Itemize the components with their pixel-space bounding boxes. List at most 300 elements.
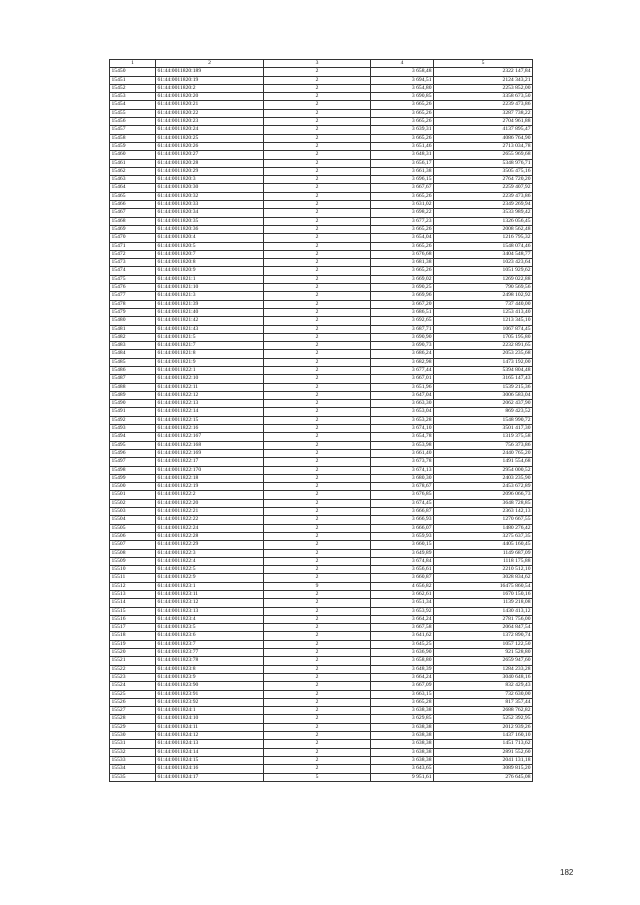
cell-group-code: 2 xyxy=(264,566,371,574)
cell-cadastral-value: 2954 000,52 xyxy=(434,466,533,474)
table-row xyxy=(110,599,533,607)
cell-row-index: 15509 xyxy=(110,557,156,565)
cell-cadastral-number: 61:44:0011824:13 xyxy=(156,740,264,748)
table-body xyxy=(110,68,533,782)
cell-row-index: 15472 xyxy=(110,250,156,258)
cell-area-value: 3 674,10 xyxy=(371,425,434,433)
table-row xyxy=(110,549,533,557)
cell-group-code: 2 xyxy=(264,275,371,283)
cell-cadastral-number: 61:44:0011823:6 xyxy=(156,632,264,640)
table-row xyxy=(110,756,533,764)
cell-area-value: 3 638,38 xyxy=(371,732,434,740)
cell-cadastral-value: 756 373,86 xyxy=(434,441,533,449)
table-row xyxy=(110,723,533,731)
cell-area-value: 3 690,25 xyxy=(371,284,434,292)
table-row xyxy=(110,458,533,466)
cell-area-value: 3 678,67 xyxy=(371,483,434,491)
cell-group-code: 2 xyxy=(264,250,371,258)
cell-group-code: 2 xyxy=(264,242,371,250)
cell-row-index: 15460 xyxy=(110,151,156,159)
table-row xyxy=(110,408,533,416)
table-row xyxy=(110,524,533,532)
cell-cadastral-number: 61:44:0011822:28 xyxy=(156,532,264,540)
cell-cadastral-number: 61:44:0011820:36 xyxy=(156,225,264,233)
cell-cadastral-value: 2659 947,60 xyxy=(434,657,533,665)
cell-area-value: 3 665,26 xyxy=(371,242,434,250)
cell-cadastral-value: 1139 218,08 xyxy=(434,599,533,607)
cell-row-index: 15483 xyxy=(110,342,156,350)
table-row xyxy=(110,748,533,756)
cell-cadastral-value: 3358 673,50 xyxy=(434,93,533,101)
cell-row-index: 15458 xyxy=(110,134,156,142)
cell-group-code: 2 xyxy=(264,192,371,200)
cell-group-code: 2 xyxy=(264,632,371,640)
cell-area-value: 3 665,26 xyxy=(371,225,434,233)
cell-row-index: 15487 xyxy=(110,375,156,383)
cell-row-index: 15476 xyxy=(110,284,156,292)
table-row xyxy=(110,466,533,474)
table-row xyxy=(110,416,533,424)
cell-cadastral-number: 61:44:0011822:24 xyxy=(156,524,264,532)
cell-cadastral-value: 1023 423,64 xyxy=(434,259,533,267)
cell-group-code: 2 xyxy=(264,607,371,615)
table-row xyxy=(110,142,533,150)
cell-group-code: 2 xyxy=(264,342,371,350)
cell-area-value: 3 674,13 xyxy=(371,466,434,474)
cell-group-code: 2 xyxy=(264,300,371,308)
cell-row-index: 15480 xyxy=(110,317,156,325)
cell-row-index: 15488 xyxy=(110,383,156,391)
table-row xyxy=(110,118,533,126)
cell-group-code: 2 xyxy=(264,176,371,184)
cell-cadastral-number: 61:44:0011820:29 xyxy=(156,167,264,175)
cell-cadastral-number: 61:44:0011823:11 xyxy=(156,591,264,599)
table-row xyxy=(110,640,533,648)
cell-cadastral-number: 61:44:0011820:21 xyxy=(156,101,264,109)
cell-area-value: 3 686,24 xyxy=(371,350,434,358)
cell-group-code: 2 xyxy=(264,740,371,748)
cell-area-value: 3 690,90 xyxy=(371,333,434,341)
cell-cadastral-value: 3165 147,43 xyxy=(434,375,533,383)
cell-area-value: 3 658,48 xyxy=(371,68,434,76)
cell-area-value: 4 656,82 xyxy=(371,582,434,590)
cell-cadastral-number: 61:44:0011822:15 xyxy=(156,416,264,424)
table-row xyxy=(110,300,533,308)
cell-cadastral-number: 61:44:0011821:42 xyxy=(156,317,264,325)
cell-cadastral-number: 61:44:0011820:32 xyxy=(156,192,264,200)
table-row xyxy=(110,366,533,374)
cell-row-index: 15524 xyxy=(110,682,156,690)
cell-cadastral-value: 1451 713,62 xyxy=(434,740,533,748)
cell-row-index: 15506 xyxy=(110,532,156,540)
cell-row-index: 15473 xyxy=(110,259,156,267)
table-row xyxy=(110,209,533,217)
cell-group-code: 2 xyxy=(264,441,371,449)
cell-cadastral-number: 61:44:0011823:9 xyxy=(156,673,264,681)
cell-group-code: 9 xyxy=(264,582,371,590)
table-row xyxy=(110,267,533,275)
cell-row-index: 15464 xyxy=(110,184,156,192)
table-row xyxy=(110,591,533,599)
cell-row-index: 15450 xyxy=(110,68,156,76)
table-row xyxy=(110,690,533,698)
cell-row-index: 15500 xyxy=(110,483,156,491)
cell-row-index: 15528 xyxy=(110,715,156,723)
cell-row-index: 15514 xyxy=(110,599,156,607)
cell-area-value: 3 673,78 xyxy=(371,458,434,466)
cell-group-code: 2 xyxy=(264,68,371,76)
cell-row-index: 15481 xyxy=(110,325,156,333)
cell-area-value: 3 665,26 xyxy=(371,267,434,275)
cell-area-value: 3 692,65 xyxy=(371,317,434,325)
cell-group-code: 2 xyxy=(264,84,371,92)
cell-row-index: 15523 xyxy=(110,673,156,681)
cell-group-code: 2 xyxy=(264,458,371,466)
cell-cadastral-number: 61:44:0011823:13 xyxy=(156,607,264,615)
cell-group-code: 2 xyxy=(264,698,371,706)
cell-area-value: 3 643,65 xyxy=(371,765,434,773)
cell-area-value: 3 669,96 xyxy=(371,292,434,300)
cell-area-value: 9 951,61 xyxy=(371,773,434,781)
cell-group-code: 2 xyxy=(264,217,371,225)
cell-area-value: 3 674,84 xyxy=(371,557,434,565)
cell-group-code: 2 xyxy=(264,126,371,134)
cell-cadastral-number: 61:44:0011822:20 xyxy=(156,499,264,507)
cell-row-index: 15471 xyxy=(110,242,156,250)
cell-cadastral-value: 1284 233,28 xyxy=(434,665,533,673)
cell-row-index: 15462 xyxy=(110,167,156,175)
table-row xyxy=(110,242,533,250)
cell-cadastral-number: 61:44:0011820:30 xyxy=(156,184,264,192)
cell-cadastral-number: 61:44:0011822:18 xyxy=(156,474,264,482)
cell-cadastral-number: 61:44:0011821:39 xyxy=(156,300,264,308)
cell-cadastral-number: 61:44:0011822:10 xyxy=(156,375,264,383)
cell-cadastral-number: 61:44:0011821:9 xyxy=(156,358,264,366)
cell-cadastral-value: 1670 150,16 xyxy=(434,591,533,599)
cell-cadastral-value: 3275 637,35 xyxy=(434,532,533,540)
cell-area-value: 3 656,61 xyxy=(371,566,434,574)
table-row xyxy=(110,499,533,507)
cell-row-index: 15531 xyxy=(110,740,156,748)
cell-row-index: 15516 xyxy=(110,615,156,623)
cell-cadastral-number: 61:44:0011820:26 xyxy=(156,142,264,150)
table-row xyxy=(110,151,533,159)
cell-area-value: 3 664,24 xyxy=(371,615,434,623)
cell-group-code: 2 xyxy=(264,358,371,366)
cell-area-value: 3 629,85 xyxy=(371,715,434,723)
cell-cadastral-value: 276 645,08 xyxy=(434,773,533,781)
cell-cadastral-number: 61:44:0011824:12 xyxy=(156,732,264,740)
cell-area-value: 3 665,26 xyxy=(371,109,434,117)
table-row xyxy=(110,433,533,441)
cell-row-index: 15469 xyxy=(110,225,156,233)
cell-area-value: 3 663,30 xyxy=(371,400,434,408)
cell-row-index: 15455 xyxy=(110,109,156,117)
cell-row-index: 15457 xyxy=(110,126,156,134)
cell-area-value: 3 690,85 xyxy=(371,93,434,101)
cell-cadastral-number: 61:44:0011822:13 xyxy=(156,400,264,408)
cell-area-value: 3 663,15 xyxy=(371,690,434,698)
cell-group-code: 2 xyxy=(264,574,371,582)
cell-group-code: 2 xyxy=(264,366,371,374)
cell-row-index: 15508 xyxy=(110,549,156,557)
cell-group-code: 2 xyxy=(264,259,371,267)
cell-cadastral-value: 3501 417,30 xyxy=(434,425,533,433)
cell-row-index: 15512 xyxy=(110,582,156,590)
cell-row-index: 15465 xyxy=(110,192,156,200)
cell-cadastral-value: 1372 890,74 xyxy=(434,632,533,640)
cell-cadastral-number: 61:44:0011821:43 xyxy=(156,325,264,333)
table-row xyxy=(110,325,533,333)
cell-area-value: 3 638,38 xyxy=(371,756,434,764)
cell-group-code: 2 xyxy=(264,134,371,142)
cell-cadastral-number: 61:44:0011822:167 xyxy=(156,433,264,441)
cell-cadastral-number: 61:44:0011823:12 xyxy=(156,599,264,607)
header-col-1: 1 xyxy=(110,60,156,68)
cell-cadastral-number: 61:44:0011824:10 xyxy=(156,715,264,723)
cell-area-value: 3 654,04 xyxy=(371,234,434,242)
cell-cadastral-number: 61:44:0011823:1 xyxy=(156,582,264,590)
cell-group-code: 2 xyxy=(264,682,371,690)
table-row xyxy=(110,317,533,325)
cell-area-value: 3 662,61 xyxy=(371,591,434,599)
cell-cadastral-value: 2012 939,26 xyxy=(434,723,533,731)
cell-row-index: 15535 xyxy=(110,773,156,781)
cell-cadastral-value: 2891 552,60 xyxy=(434,748,533,756)
cell-row-index: 15494 xyxy=(110,433,156,441)
table-row xyxy=(110,698,533,706)
cell-cadastral-value: 1253 413,40 xyxy=(434,308,533,316)
cell-row-index: 15466 xyxy=(110,201,156,209)
cell-group-code: 2 xyxy=(264,408,371,416)
cell-area-value: 3 659,93 xyxy=(371,532,434,540)
cell-cadastral-number: 61:44:0011820:8 xyxy=(156,259,264,267)
table-row xyxy=(110,541,533,549)
table-row xyxy=(110,201,533,209)
cell-cadastral-value: 1213 345,10 xyxy=(434,317,533,325)
cell-area-value: 3 667,67 xyxy=(371,184,434,192)
cell-cadastral-number: 61:44:0011823:77 xyxy=(156,649,264,657)
cell-group-code: 2 xyxy=(264,466,371,474)
cell-row-index: 15482 xyxy=(110,333,156,341)
cell-cadastral-value: 3006 583,04 xyxy=(434,391,533,399)
cell-cadastral-value: 4086 764,90 xyxy=(434,134,533,142)
cell-row-index: 15451 xyxy=(110,76,156,84)
cell-cadastral-number: 61:44:0011822:11 xyxy=(156,383,264,391)
cell-row-index: 15484 xyxy=(110,350,156,358)
cell-cadastral-number: 61:44:0011824:11 xyxy=(156,723,264,731)
table-row xyxy=(110,391,533,399)
cell-group-code: 2 xyxy=(264,93,371,101)
table-row xyxy=(110,673,533,681)
cell-row-index: 15478 xyxy=(110,300,156,308)
cell-row-index: 15485 xyxy=(110,358,156,366)
cell-area-value: 3 656,17 xyxy=(371,159,434,167)
cell-row-index: 15468 xyxy=(110,217,156,225)
cell-cadastral-value: 1437 160,10 xyxy=(434,732,533,740)
cell-area-value: 3 638,38 xyxy=(371,707,434,715)
cell-group-code: 2 xyxy=(264,732,371,740)
cell-area-value: 3 665,26 xyxy=(371,101,434,109)
cell-cadastral-value: 5252 392,95 xyxy=(434,715,533,723)
cell-cadastral-value: 3505 475,16 xyxy=(434,167,533,175)
table-row xyxy=(110,134,533,142)
cell-group-code: 2 xyxy=(264,292,371,300)
cell-row-index: 15525 xyxy=(110,690,156,698)
cell-cadastral-number: 61:44:0011820:33 xyxy=(156,201,264,209)
cell-cadastral-number: 61:44:0011820:27 xyxy=(156,151,264,159)
cell-cadastral-value: 2041 131,18 xyxy=(434,756,533,764)
cell-cadastral-value: 2781 756,00 xyxy=(434,615,533,623)
cell-group-code: 2 xyxy=(264,308,371,316)
cell-group-code: 2 xyxy=(264,142,371,150)
table-row xyxy=(110,566,533,574)
cell-cadastral-value: 790 569,56 xyxy=(434,284,533,292)
cell-cadastral-number: 61:44:0011824:1 xyxy=(156,707,264,715)
cell-row-index: 15479 xyxy=(110,308,156,316)
cell-area-value: 3 639,31 xyxy=(371,126,434,134)
cell-cadastral-value: 2764 720,20 xyxy=(434,176,533,184)
table-row xyxy=(110,383,533,391)
table-row xyxy=(110,483,533,491)
cell-area-value: 3 676,68 xyxy=(371,250,434,258)
cell-group-code: 2 xyxy=(264,557,371,565)
cell-cadastral-number: 61:44:0011822:1 xyxy=(156,366,264,374)
table-row xyxy=(110,582,533,590)
page-number: 182 xyxy=(560,868,574,877)
cell-group-code: 2 xyxy=(264,325,371,333)
cell-cadastral-value: 921 528,80 xyxy=(434,649,533,657)
table-row xyxy=(110,84,533,92)
cell-area-value: 3 661,40 xyxy=(371,449,434,457)
table-row xyxy=(110,350,533,358)
table-row xyxy=(110,657,533,665)
cell-cadastral-value: 1473 192,00 xyxy=(434,358,533,366)
cell-group-code: 2 xyxy=(264,483,371,491)
table-row xyxy=(110,93,533,101)
cell-cadastral-value: 737 440,00 xyxy=(434,300,533,308)
cell-group-code: 2 xyxy=(264,657,371,665)
cell-group-code: 2 xyxy=(264,591,371,599)
cell-area-value: 3 666,87 xyxy=(371,508,434,516)
cell-group-code: 2 xyxy=(264,109,371,117)
table-row xyxy=(110,425,533,433)
cell-cadastral-value: 1705 195,80 xyxy=(434,333,533,341)
cell-area-value: 3 641,62 xyxy=(371,632,434,640)
cell-cadastral-value: 16475 860,54 xyxy=(434,582,533,590)
cell-cadastral-number: 61:44:0011822:4 xyxy=(156,557,264,565)
cell-cadastral-number: 61:44:0011824:15 xyxy=(156,756,264,764)
cell-group-code: 2 xyxy=(264,350,371,358)
cell-row-index: 15518 xyxy=(110,632,156,640)
table-row xyxy=(110,615,533,623)
table-header xyxy=(110,60,533,68)
cell-area-value: 3 648,39 xyxy=(371,665,434,673)
cell-row-index: 15527 xyxy=(110,707,156,715)
cell-row-index: 15452 xyxy=(110,84,156,92)
cell-cadastral-number: 61:44:0011822:5 xyxy=(156,566,264,574)
table-row xyxy=(110,491,533,499)
cell-group-code: 2 xyxy=(264,267,371,275)
cell-area-value: 3 667,09 xyxy=(371,682,434,690)
cell-group-code: 2 xyxy=(264,541,371,549)
table-row xyxy=(110,707,533,715)
cell-area-value: 3 665,28 xyxy=(371,698,434,706)
cell-cadastral-number: 61:44:0011822:168 xyxy=(156,441,264,449)
cell-cadastral-number: 61:44:0011821:5 xyxy=(156,333,264,341)
cell-area-value: 3 661,38 xyxy=(371,167,434,175)
cell-group-code: 2 xyxy=(264,524,371,532)
table-row xyxy=(110,400,533,408)
table-row xyxy=(110,773,533,781)
cell-group-code: 2 xyxy=(264,491,371,499)
table-row xyxy=(110,101,533,109)
cell-cadastral-number: 61:44:0011820:22 xyxy=(156,109,264,117)
cell-area-value: 3 674,45 xyxy=(371,499,434,507)
cell-cadastral-value: 3028 834,62 xyxy=(434,574,533,582)
cell-area-value: 3 698,22 xyxy=(371,209,434,217)
cell-group-code: 2 xyxy=(264,225,371,233)
cell-row-index: 15529 xyxy=(110,723,156,731)
cell-group-code: 2 xyxy=(264,532,371,540)
cell-cadastral-number: 61:44:0011822:12 xyxy=(156,391,264,399)
cell-area-value: 3 654,80 xyxy=(371,84,434,92)
cell-group-code: 2 xyxy=(264,159,371,167)
cell-area-value: 3 653,28 xyxy=(371,416,434,424)
table-row xyxy=(110,259,533,267)
cell-group-code: 2 xyxy=(264,118,371,126)
cell-row-index: 15503 xyxy=(110,508,156,516)
cell-row-index: 15463 xyxy=(110,176,156,184)
table-row xyxy=(110,532,533,540)
cell-cadastral-value: 2064 847,54 xyxy=(434,624,533,632)
table-row xyxy=(110,292,533,300)
cell-cadastral-number: 61:44:0011822:2 xyxy=(156,491,264,499)
cell-cadastral-value: 2008 562,48 xyxy=(434,225,533,233)
cell-area-value: 3 669,02 xyxy=(371,275,434,283)
cell-row-index: 15491 xyxy=(110,408,156,416)
cell-area-value: 3 694,51 xyxy=(371,76,434,84)
cell-cadastral-value: 4137 895,47 xyxy=(434,126,533,134)
cell-cadastral-value: 5394 804,48 xyxy=(434,366,533,374)
table-row xyxy=(110,68,533,76)
cell-cadastral-value: 1269 022,88 xyxy=(434,275,533,283)
cell-row-index: 15513 xyxy=(110,591,156,599)
cell-cadastral-number: 61:44:0011821:3 xyxy=(156,292,264,300)
table-row xyxy=(110,682,533,690)
cell-area-value: 3 680,30 xyxy=(371,474,434,482)
cell-cadastral-number: 61:44:0011823:4 xyxy=(156,615,264,623)
cell-cadastral-value: 4405 160,45 xyxy=(434,541,533,549)
table-row xyxy=(110,516,533,524)
cell-group-code: 2 xyxy=(264,284,371,292)
cell-area-value: 3 690,73 xyxy=(371,342,434,350)
cell-row-index: 15495 xyxy=(110,441,156,449)
cell-group-code: 2 xyxy=(264,748,371,756)
cell-group-code: 2 xyxy=(264,707,371,715)
cell-cadastral-number: 61:44:0011822:16 xyxy=(156,425,264,433)
cell-area-value: 3 687,71 xyxy=(371,325,434,333)
cell-group-code: 2 xyxy=(264,599,371,607)
cell-group-code: 2 xyxy=(264,101,371,109)
cell-group-code: 2 xyxy=(264,383,371,391)
table-row xyxy=(110,234,533,242)
cell-cadastral-value: 2259 407,92 xyxy=(434,184,533,192)
cell-cadastral-value: 1057 122,50 xyxy=(434,640,533,648)
cell-row-index: 15519 xyxy=(110,640,156,648)
cell-cadastral-value: 1430 413,12 xyxy=(434,607,533,615)
cell-cadastral-number: 61:44:0011823:7 xyxy=(156,640,264,648)
